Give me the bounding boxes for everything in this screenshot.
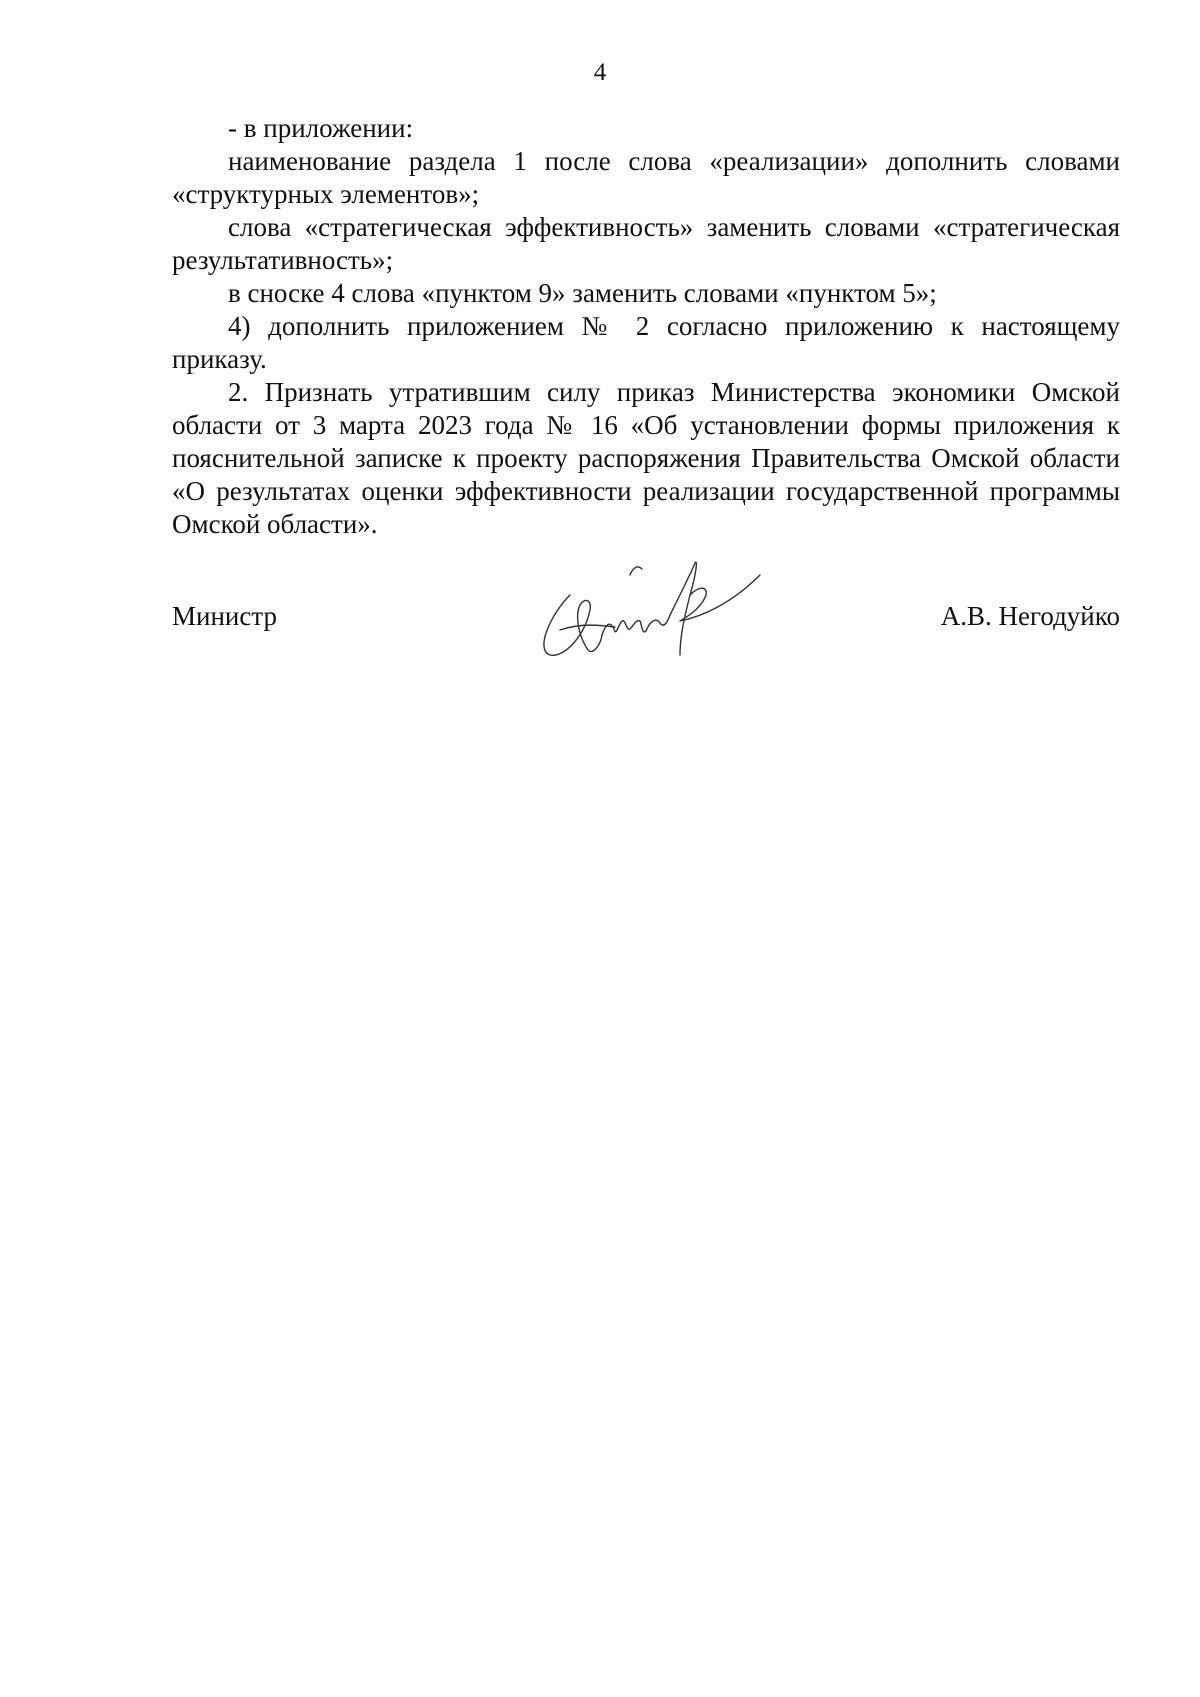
signatory-name: А.В. Негодуйко	[940, 601, 1120, 631]
handwritten-signature	[530, 555, 770, 675]
paragraph: в сноске 4 слова «пунктом 9» заменить словами «пунктом 5»;	[228, 278, 937, 308]
paragraph: 4) дополнить приложением № 2 согласно приложению к настоящему приказу.	[172, 311, 1120, 374]
page-number: 4	[593, 59, 607, 86]
paragraph: наименование раздела 1 после слова «реализации» дополнить словами «структурных элементов»;	[172, 146, 1120, 209]
signatory-position: Министр	[172, 601, 277, 631]
paragraph: - в приложении:	[228, 113, 414, 143]
paragraph: 2. Признать утратившим силу приказ Министерства экономики Омской области от 3 марта 2023 года № 16 «Об установлении формы приложения к пояснительной записке к проекту распоряжения Правительства Омской области «О результатах оценки эффективности реализации государственной программы Омской области».	[172, 377, 1120, 539]
document-body	[172, 112, 1120, 541]
paragraph: слова «стратегическая эффективность» заменить словами «стратегическая результативность»;	[172, 212, 1120, 275]
